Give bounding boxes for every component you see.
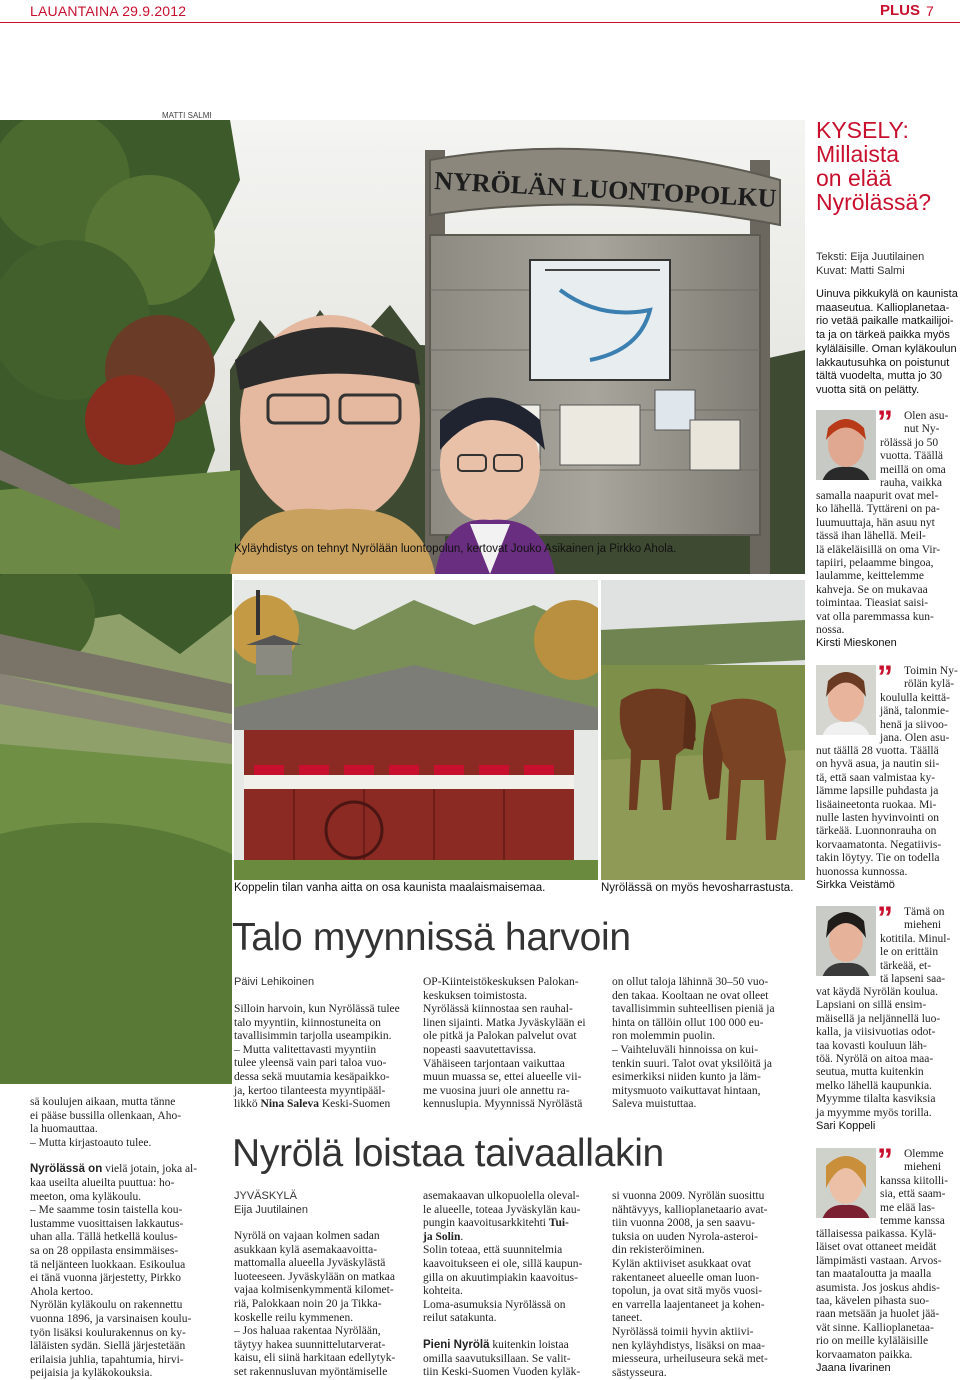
header-date: LAUANTAINA 29.9.2012 <box>30 3 187 19</box>
article1-byline: Päivi Lehikoinen <box>234 976 315 988</box>
quote-name: Jaana Iivarinen <box>816 1362 891 1375</box>
sign-lettering: NYRÖLÄN LUONTOPOLKU <box>433 166 778 213</box>
article1-headline: Talo myynnissä harvoin <box>232 916 631 959</box>
article1-col2: OP-Kiinteistökeskuksen Palokan- keskuksen toimistosta. Nyrölässä kiinnostaa sen rauhal- linen sijainti. Matka Jyväskylään ei ole pitkä ja Palokan palvelut ovat nopeasti saavutettavissa. Vähäiseen tarjontaan vaikuttaa muun muassa se, ettei alueelle vii- me vuosina juuri ole annettu ra- kennuslupia. Myynnissä Nyrölästä <box>423 976 586 1111</box>
main-photo-illustration <box>0 120 805 574</box>
portrait-sari <box>816 906 876 976</box>
quote-name: Kirsti Mieskonen <box>816 637 897 650</box>
quote-mark-icon: ” <box>877 659 893 695</box>
quote-mark-icon: ” <box>877 900 893 936</box>
header-page-number: 7 <box>926 3 934 19</box>
article1-col3: on ollut taloja lähinnä 30–50 vuo- den takaa. Kooltaan ne ovat olleet tavallisimmin suhteellisen pieniä ja hinta on tällöin ollut 100 000 eu- ron molemmin puolin. – Vaihteluväli hinnoissa on kui- tenkin suuri. Talot ovat yksilöitä ja esimerkiksi niiden kunto ja läm- mitysmuoto vaikuttavat hintaan, Saleva muistuttaa. <box>612 976 775 1111</box>
person-name: Tui- <box>548 1217 569 1230</box>
kysely-credit-1: Teksti: Eija Juutilainen <box>816 251 925 263</box>
barn-photo-caption: Koppelin tilan vanha aitta on osa kaunista maalaismaisemaa. <box>234 882 546 894</box>
quote-mark-icon: ” <box>877 1142 893 1178</box>
main-photo-caption: Kyläyhdistys on tehnyt Nyrölään luontopolun, kertovat Jouko Asikainen ja Pirkko Ahola. <box>234 543 677 555</box>
article2-col3: si vuonna 2009. Nyrölän suosittu nähtävyys, kallioplanetaario avat- tiin vuonna 2008, ja sen saavu- tuksia on uuden Nyrola-asteroi- din rekisteröiminen. Kylän aktiiviset asukkaat ovat rakentaneet alueelle oman luon- topolun, ja ovat sitä myös vuosi- en varrella laajentaneet ja kohen- taneet. Nyrölässä toimii hyvin aktiivi- nen kyläyhdistys, lisäksi on maa- miesseura, urheiluseura sekä met- sästysseura. <box>612 1190 768 1379</box>
article2-headline: Nyrölä loistaa taivaallakin <box>232 1132 664 1175</box>
quote-name: Sari Koppeli <box>816 1120 876 1133</box>
quote-name: Sirkka Veistämö <box>816 879 895 892</box>
horse-photo-caption: Nyrölässä on myös hevosharrastusta. <box>601 882 794 894</box>
kysely-label: KYSELY: <box>816 117 909 143</box>
portrait-sirkka <box>816 665 876 735</box>
kysely-title-line-2: on elää <box>816 165 892 191</box>
header-section: PLUS <box>880 2 921 19</box>
article2-col2: asemakaavan ulkopuolella oleval- le alueelle, toteaa Jyväskylän kau- pungin kaavoitusarkkitehti Tui- ja Solin. Solin toteaa, että suunnitelmia kaavoitukseen ei ole, sillä kaupun- gilla on akuutimpiakin kaavoitus- kohteita. Loma-asumuksia Nyrölässä on reilut satakunta. Pieni Nyrölä kuitenkin loistaa omilla saavutuksillaan. Se valit- tiin Keski-Suomen Vuoden kyläk- <box>423 1190 583 1379</box>
kysely-title-line-1: Millaista <box>816 141 900 167</box>
kysely-title-line-3: Nyrölässä? <box>816 189 932 215</box>
quote-mark-icon: ” <box>877 404 893 440</box>
lead-in: Pieni Nyrölä <box>423 1338 490 1351</box>
left-column-text: sä koulujen aikaan, mutta tänne ei pääse bussilla ollenkaan, Aho- la huomauttaa. – Mutta kirjastoauto tulee. Nyrölässä on vielä jotain, joka al- kaa useilta alueilta puuttua: ho- meeton, oma kyläkoulu. – Me saamme tosin taistella kou- lustamme vuosittaisen lakkautus- uhan alla. Tällä hetkellä koulus- sa on 28 oppilasta ensimmäises- tä neljänteen luokkaan. Esikoulua ei tänä vuonna järjestetty, Pirkko Ahola kertoo. Nyrölän kyläkoulu on rakennettu vuonna 1896, ja varsinaisen koulu- työn lisäksi koulurakennus on ky- läläisten sydän. Siellä järjestetään erilaisia juhlia, tapahtumia, hirvi- peijaisia ja kyläkokouksia. <box>30 1096 198 1380</box>
lead-in: Nyrölässä on <box>30 1163 103 1176</box>
barn-photo <box>234 580 598 880</box>
kysely-credit-2: Kuvat: Matti Salmi <box>816 265 905 277</box>
kysely-intro: Uinuva pikkukylä on kaunista maaseutua. Kallioplanetaa- rio vetää paikalle matkailijoi- ta ja on tärkeä paikka myös kyläläisille. Oman kyläkoulun lakkautusuhka on poistunut tältä vuodelta, mutta jo 30 vuotta sitä on pelätty. <box>816 288 958 396</box>
portrait-kirsti <box>816 410 876 480</box>
horse-photo <box>601 580 805 880</box>
article2-place: JYVÄSKYLÄ <box>234 1190 297 1202</box>
article2-byline: Eija Juutilainen <box>234 1204 308 1216</box>
article1-col1: Silloin harvoin, kun Nyrölässä tulee talo myyntiin, kiinnostuneita on tavallisimmin tarjolla useampikin. – Mutta valitettavasti myyntiin tulee yleensä vain pari taloa vuo- dessa sekä muutamia kesäpaikko- ja, kertoo tilanteesta myyntipääl- likkö Nina Saleva Keski-Suomen <box>234 1003 400 1111</box>
person-name: ja Solin <box>423 1230 461 1243</box>
photo-credit-label: MATTI SALMI <box>162 111 212 120</box>
main-photo <box>0 120 805 574</box>
person-name: Nina Saleva <box>260 1098 319 1111</box>
page-header <box>0 0 960 22</box>
header-rule <box>0 22 960 23</box>
kysely-block <box>816 118 960 398</box>
portrait-jaana <box>816 1148 876 1218</box>
left-landscape-photo <box>0 574 232 1084</box>
article2-col1: Nyrölä on vajaan kolmen sadan asukkaan kylä asemakaavoitta- mattomalla alueella Jyväskylästä luoteeseen. Jyväskylään on matkaa vajaa kolmisenkymmentä kilomet- riä, Palokkaan noin 20 ja Tikka- koskelle reilu kymmenen. – Jos haluaa rakentaa Nyrölään, täytyy hakea suunnittelutarverat- kaisu, eli siinä harkitaan edellytyk- set rakennusluvan myöntämiselle <box>234 1230 396 1378</box>
